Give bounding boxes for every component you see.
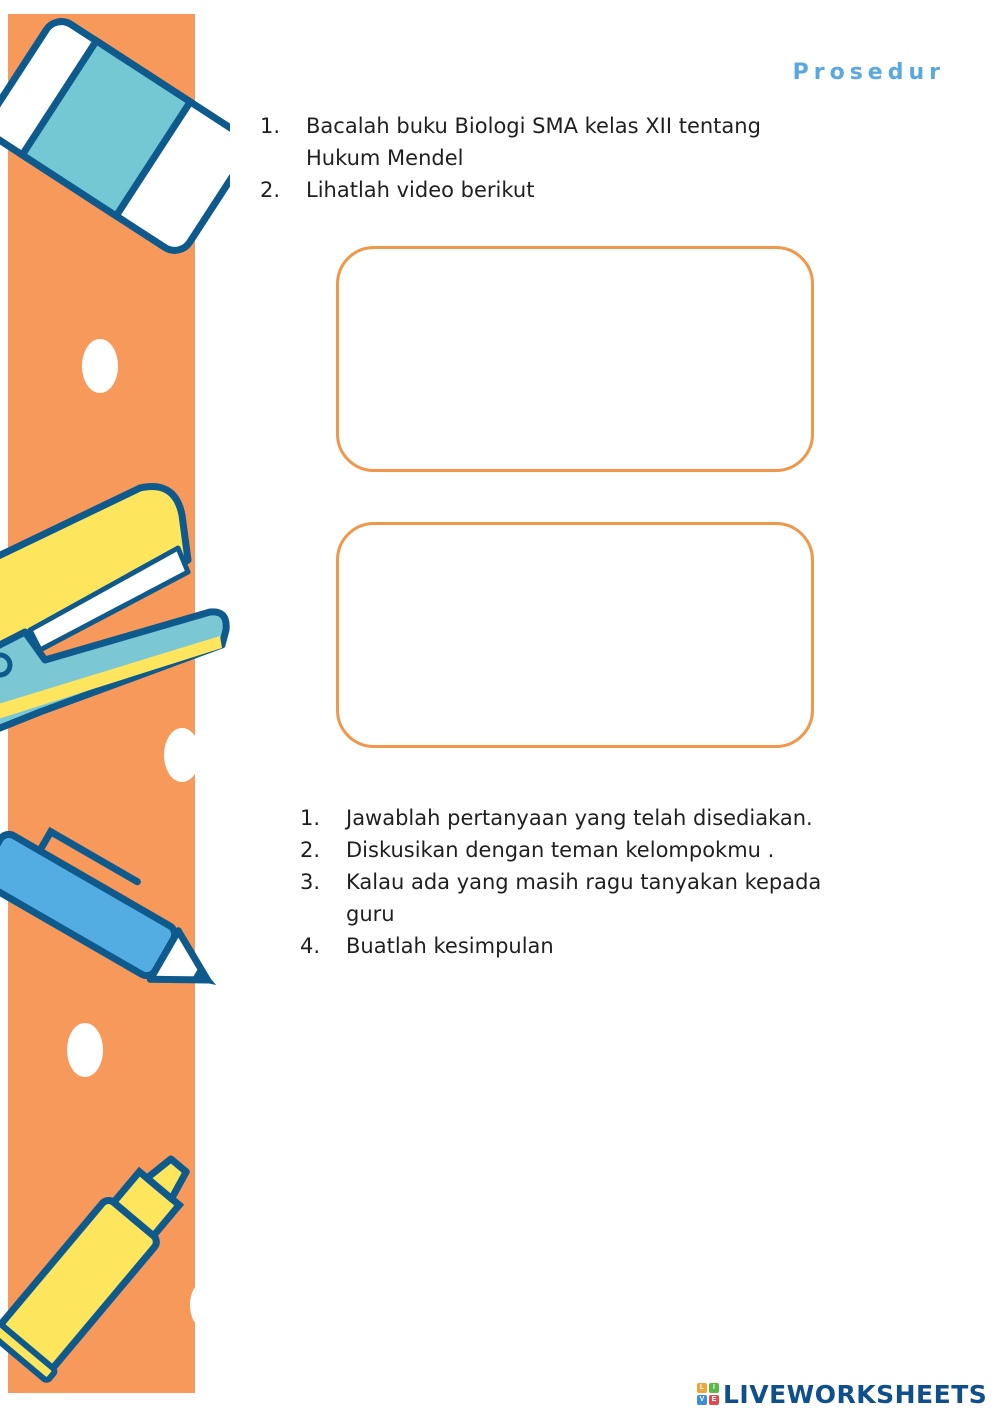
- list-text: Diskusikan dengan teman kelompokmu .: [346, 838, 775, 862]
- liveworksheets-logo-icon: L I V E: [697, 1383, 719, 1405]
- page-title: Prosedur: [792, 60, 945, 85]
- brand-name: LIVEWORKSHEETS: [723, 1379, 988, 1409]
- list-number: 1.: [260, 114, 281, 138]
- list-text: Lihatlah video berikut: [306, 178, 535, 202]
- list-number: 3.: [300, 870, 321, 894]
- list-text: Buatlah kesimpulan: [346, 934, 554, 958]
- procedure-steps-bottom: [300, 802, 860, 962]
- video-frame-2[interactable]: [336, 522, 814, 748]
- list-text: Bacalah buku Biologi SMA kelas XII tentang Hukum Mendel: [306, 114, 761, 170]
- video-frame-1[interactable]: [336, 246, 814, 472]
- brand-logo[interactable]: [697, 1378, 987, 1410]
- list-number: 4.: [300, 934, 321, 958]
- dot: [190, 1283, 214, 1327]
- dot: [82, 339, 118, 393]
- list-item: [260, 110, 800, 174]
- list-item: [260, 174, 800, 206]
- list-item: [300, 802, 860, 834]
- list-item: [300, 834, 860, 866]
- list-number: 1.: [300, 806, 321, 830]
- list-number: 2.: [260, 178, 281, 202]
- dot: [67, 1023, 103, 1077]
- list-item: [300, 866, 860, 930]
- decorative-sidebar: [0, 0, 230, 1413]
- procedure-steps-top: [260, 110, 800, 206]
- list-text: Kalau ada yang masih ragu tanyakan kepada guru: [346, 870, 822, 926]
- dot: [164, 728, 200, 782]
- list-item: [300, 930, 860, 962]
- list-number: 2.: [300, 838, 321, 862]
- list-text: Jawablah pertanyaan yang telah disediakan.: [346, 806, 813, 830]
